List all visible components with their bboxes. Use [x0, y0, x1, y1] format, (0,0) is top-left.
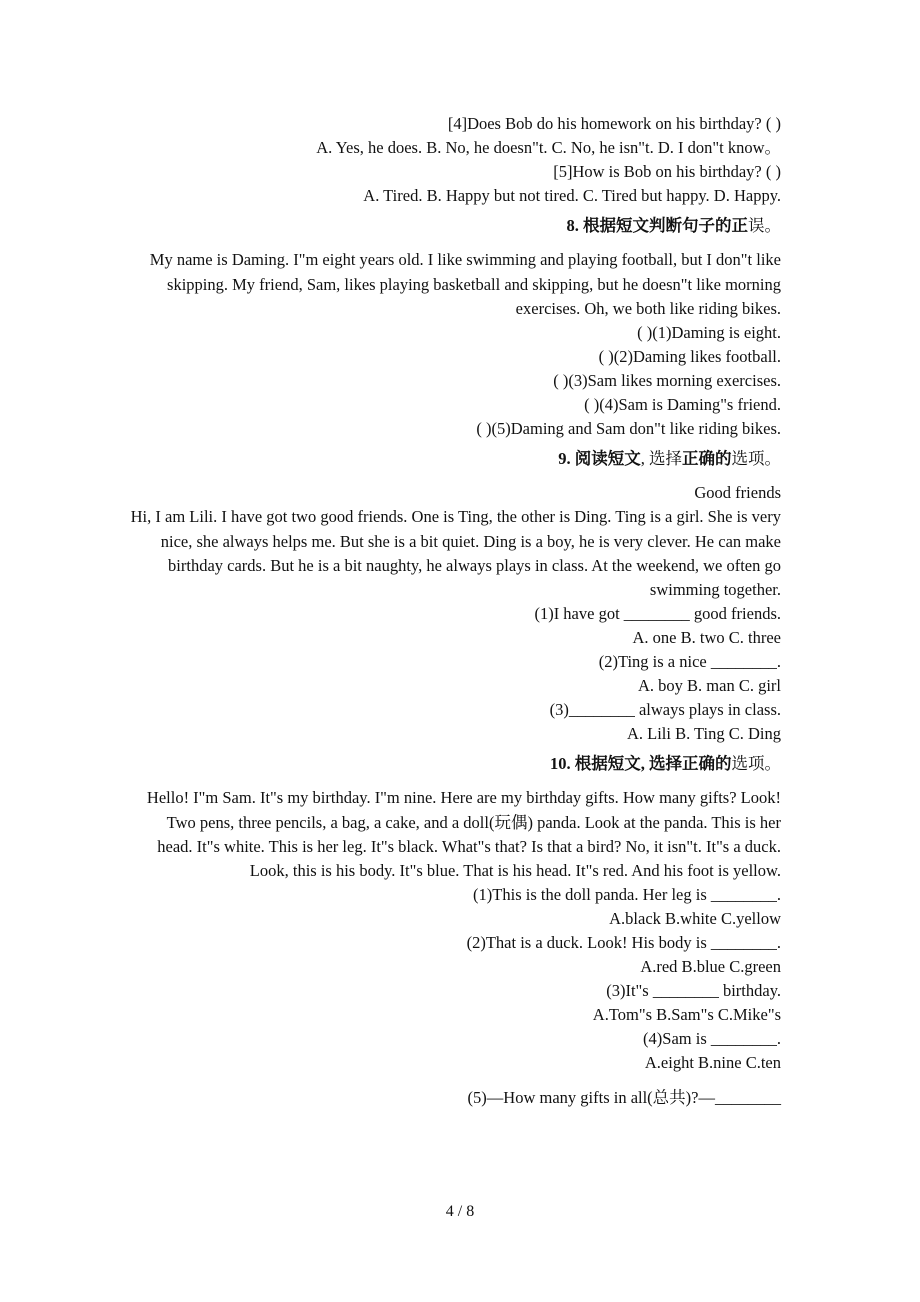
section-9-passage: Hi, I am Lili. I have got two good friends. One is Ting, the other is Ding. Ting is a girl. She is very nice, she always helps me. But she is a bit quiet. Ding is a boy, he is very clever. He can make birthday cards. But he is a bit naughty, he always plays in class. At the weekend, we often go swimming together. — [130, 507, 781, 599]
section-10-question-5: (5)—How many gifts in all(总共)?—________ — [467, 1087, 781, 1107]
section-9-heading: 9. 阅读短文, 选择正确的选项。 — [558, 449, 781, 469]
section-10-question-2-options: A.red B.blue C.green — [640, 957, 781, 977]
section-9-question-2: (2)Ting is a nice ________. — [598, 651, 781, 671]
section-8-item-5: ( )(5)Daming and Sam don"t like riding bikes. — [476, 419, 781, 439]
section-10-question-4-options: A.eight B.nine C.ten — [644, 1053, 781, 1073]
section-10-question-1-options: A.black B.white C.yellow — [609, 908, 781, 928]
section-8-passage: My name is Daming. I"m eight years old. I like swimming and playing football, but I don"t like skipping. My friend, Sam, likes playing basketball and skipping, but he doesn"t like morning exercises. Oh, we both like riding bikes. — [149, 250, 781, 318]
q7-question-4-options: A. Yes, he does. B. No, he doesn"t. C. No, he isn"t. D. I don"t know。 — [316, 138, 781, 158]
section-8-heading: 8. 根据短文判断句子的正误。 — [566, 216, 781, 236]
section-9-question-1: (1)I have got ________ good friends. — [534, 603, 781, 623]
section-8-item-2: ( )(2)Daming likes football. — [598, 346, 781, 366]
section-9-question-3-options: A. Lili B. Ting C. Ding — [626, 724, 781, 744]
section-10-passage: Hello! I"m Sam. It"s my birthday. I"m nine. Here are my birthday gifts. How many gifts? Look! Two pens, three pencils, a bag, a cake, and a doll(玩偶) panda. Look at the panda. This is her head. It"s white. This is her leg. It"s black. What"s that? Is that a bird? No, it isn"t. It"s a duck. Look, this is his body. It"s blue. That is his head. It"s red. And his foot is yellow. — [146, 788, 781, 880]
q7-question-5: [5]How is Bob on his birthday? ( ) — [553, 162, 781, 182]
section-9-question-2-options: A. boy B. man C. girl — [638, 676, 781, 696]
spacer — [130, 1076, 781, 1086]
section-9-title: Good friends — [694, 483, 781, 503]
section-10-heading: 10. 根据短文, 选择正确的选项。 — [550, 754, 781, 774]
page-number: 4 / 8 — [445, 1203, 475, 1220]
page-content — [130, 112, 781, 1110]
section-9-question-3: (3)________ always plays in class. — [549, 700, 781, 720]
section-10-question-4: (4)Sam is ________. — [643, 1029, 781, 1049]
section-10-question-3-options: A.Tom"s B.Sam"s C.Mike"s — [592, 1005, 781, 1025]
section-8-item-3: ( )(3)Sam likes morning exercises. — [553, 370, 781, 390]
section-9-question-1-options: A. one B. two C. three — [632, 627, 781, 647]
section-8-item-4: ( )(4)Sam is Daming"s friend. — [584, 395, 781, 415]
section-10-question-1: (1)This is the doll panda. Her leg is ________. — [473, 884, 781, 904]
q7-question-5-options: A. Tired. B. Happy but not tired. C. Tired but happy. D. Happy. — [363, 186, 781, 206]
section-10-question-2: (2)That is a duck. Look! His body is ________. — [466, 933, 781, 952]
section-8-item-1: ( )(1)Daming is eight. — [637, 322, 781, 342]
section-10-question-3: (3)It"s ________ birthday. — [606, 981, 781, 1001]
q7-question-4: [4]Does Bob do his homework on his birthday? ( ) — [447, 114, 781, 133]
